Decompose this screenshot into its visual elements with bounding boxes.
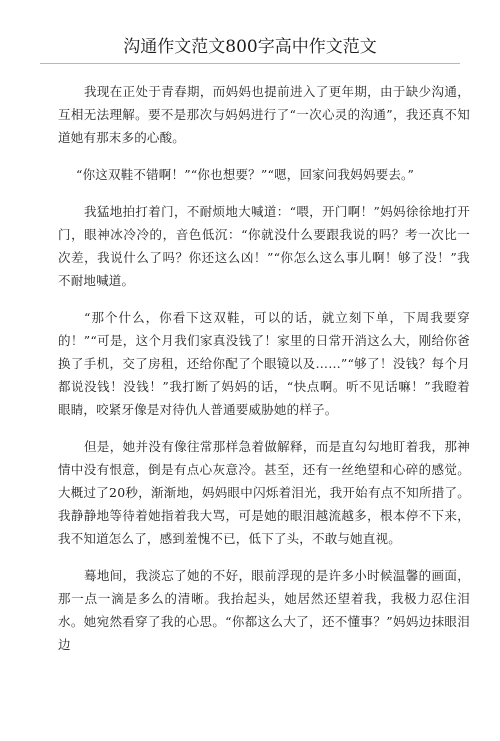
- paragraph-6: 蓦地间，我淡忘了她的不好，眼前浮现的是许多小时候温馨的画面，那一点一滴是多么的清晰。我抬起头，她居然还望着我，我极力忍住泪水。她宛然看穿了我的心思。“你都这么大了，还不懂事？”妈妈边抹眼泪边: [58, 568, 470, 652]
- paragraph-1: 我现在正处于青春期，而妈妈也提前进入了更年期，由于缺少沟通，互相无法理解。要不是那次与妈妈进行了“一次心灵的沟通”，我还真不知道她有那末多的心酸。: [58, 84, 470, 145]
- paragraph-3: 我猛地拍打着门，不耐烦地大喊道：“喂，开门啊！”妈妈徐徐地打开门，眼神冰冷冷的，音色低沉：“你就没什么要跟我说的吗？考一次比一次差，我说什么了吗？你还这么凶！”“你怎么这么事儿啊！够了没！”我不耐地喊道。: [58, 204, 470, 288]
- document-body: [58, 80, 470, 670]
- paragraph-5: 但是，她并没有像往常那样急着做解释，而是直勾勾地盯着我，那神情中没有恨意，倒是有点心灰意冷。甚至，还有一丝绝望和心碎的感觉。大概过了20秒，渐渐地，妈妈眼中闪烁着泪光，我开始有点不知所措了。我静静地等待着她指着我大骂，可是她的眼泪越流越多，根本停不下来，我不知道怎么了，感到羞愧不已，低下了头，不敢与她直视。: [58, 439, 470, 546]
- paragraph-2: “你这双鞋不错啊！”“你也想要？”“嗯，回家问我妈妈要去。”: [76, 167, 415, 182]
- paragraph-4: “那个什么，你看下这双鞋，可以的话，就立刻下单，下周我要穿的！”“可是，这个月我们家真没钱了！家里的日常开消这么大，刚给你爸换了手机，交了房租，还给你配了个眼镜以及……”“够了！没钱？每个月都说没钱！没钱！”我打断了妈妈的话，“快点啊。听不见话嘛！”我瞪着眼睛，咬紧牙像是对待仇人普通要威胁她的样子。: [58, 310, 470, 417]
- document-title: 沟通作文范文800字高中作文范文: [123, 37, 377, 57]
- title-divider: [40, 63, 460, 64]
